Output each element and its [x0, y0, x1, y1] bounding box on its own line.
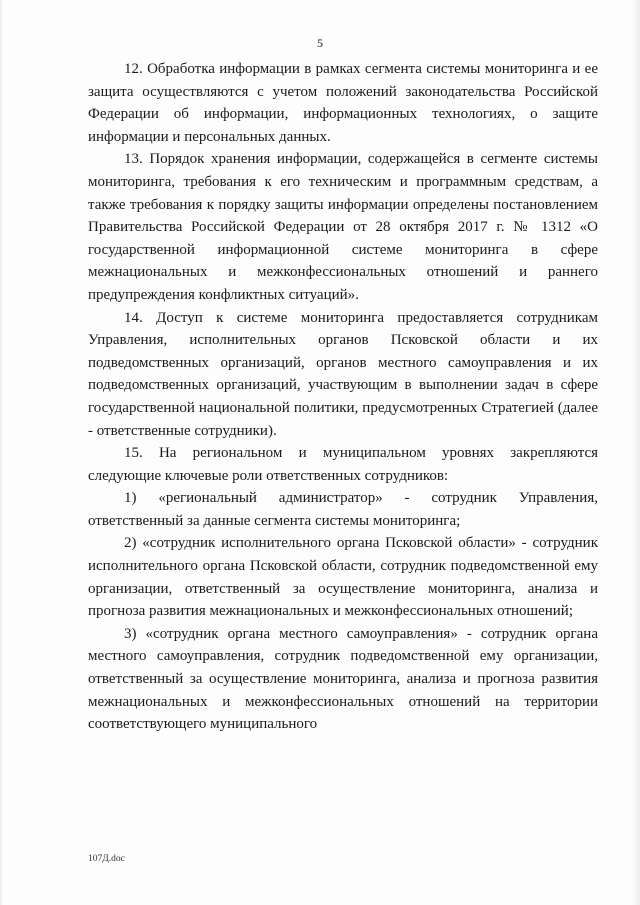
- footer-filename: 107Д.doc: [88, 854, 125, 864]
- list-item-3: 3) «сотрудник органа местного самоуправления» - сотрудник органа местного самоуправления, сотрудник подведомственной ему организации, ответственный за осуществление мониторинга, анализа и прогноза развития межнациональных и межконфессиональных отношений на территории соответствующего муниципального: [88, 625, 598, 733]
- paragraph-13: 13. Порядок хранения информации, содержащейся в сегменте системы мониторинга, требования к его техническим и программным средствам, а также требования к порядку защиты информации определены постановлением Правительства Российской Федерации от 28 октября 2017 г. № 1312 «О государственной информационной системе мониторинга в сфере межнациональных и межконфессиональных отношений и раннего предупреждения конфликтных ситуаций».: [88, 151, 598, 303]
- list-item-2: 2) «сотрудник исполнительного органа Псковской области» - сотрудник исполнительного органа Псковской области, сотрудник подведомственной ему организации, ответственный за осуществление мониторинга, анализа и прогноза развития межнациональных и межконфессиональных отношений;: [88, 535, 598, 620]
- document-body: [88, 58, 598, 736]
- paragraph-15: 15. На региональном и муниципальном уровнях закрепляются следующие ключевые роли ответственных сотрудников:: [88, 445, 598, 484]
- paragraph-12: 12. Обработка информации в рамках сегмента системы мониторинга и ее защита осуществляются с учетом положений законодательства Российской Федерации об информации, информационных технологиях, о защите информации и персональных данных.: [88, 61, 598, 145]
- list-item-1: 1) «региональный администратор» - сотрудник Управления, ответственный за данные сегмента системы мониторинга;: [88, 490, 598, 529]
- page-number: 5: [317, 36, 323, 50]
- scan-edge-right: [632, 0, 640, 905]
- scan-edge-left: [0, 0, 3, 905]
- paragraph-14: 14. Доступ к системе мониторинга предоставляется сотрудникам Управления, исполнительных органов Псковской области и их подведомственных организаций, органов местного самоуправления и их подведомственных организаций, участвующим в выполнении задач в сфере государственной национальной политики, предусмотренных Стратегией (далее - ответственные сотрудники).: [88, 309, 598, 439]
